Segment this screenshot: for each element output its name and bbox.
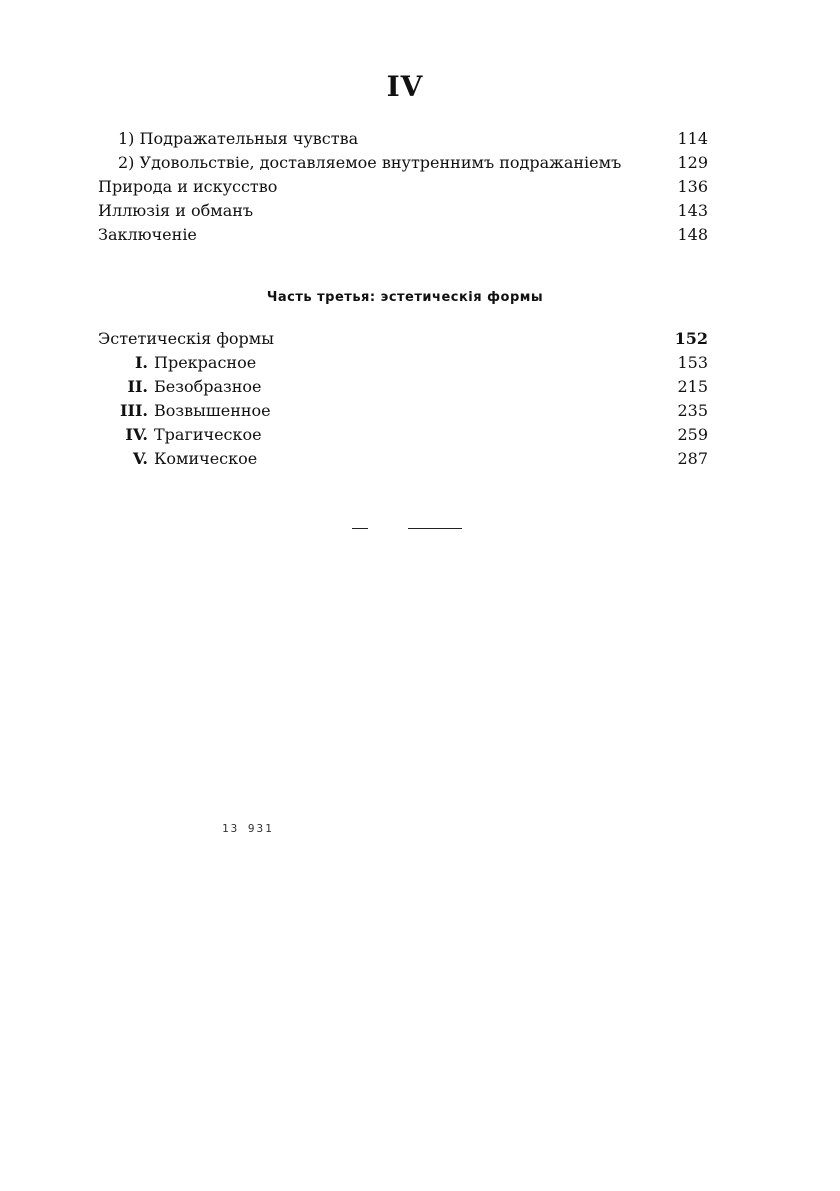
toc-entry (98, 199, 708, 223)
divider-rule-short (352, 528, 368, 529)
toc-entry (98, 223, 708, 247)
toc-entry-page: 114 (677, 129, 708, 148)
toc-entry (98, 127, 708, 151)
toc-entry (98, 399, 708, 423)
toc-entry-page: 129 (677, 153, 708, 172)
divider-rule-long (408, 528, 462, 529)
page-number: IV (386, 70, 424, 103)
toc-entry (98, 175, 708, 199)
toc-entry (98, 327, 708, 351)
toc-entry-title: Иллюзія и обманъ (98, 201, 254, 220)
toc-entry-numeral: I. (134, 353, 148, 372)
toc-entry (98, 447, 708, 471)
toc-entry-title: Возвышенное (154, 401, 271, 420)
toc-entry-page: 143 (677, 201, 708, 220)
toc-entry-title: 1) Подражательныя чувства (118, 129, 359, 148)
toc-entry-numeral: V. (132, 449, 148, 468)
toc-entry-numeral: IV. (125, 425, 148, 444)
toc-entry-page: 153 (677, 353, 708, 372)
toc-entry-page: 136 (677, 177, 708, 196)
toc-entry-page: 148 (677, 225, 708, 244)
toc-entry-page: 152 (674, 329, 708, 348)
toc-entry-page: 259 (677, 425, 708, 444)
toc-entry-title: Природа и искусство (98, 177, 278, 196)
toc-entry (98, 151, 708, 175)
section-heading: Часть третья: эстетическія формы (266, 290, 544, 305)
toc-entry (98, 375, 708, 399)
toc-entry (98, 423, 708, 447)
toc-entry-title: Прекрасное (154, 353, 257, 372)
toc-entry-title: Безобразное (154, 377, 262, 396)
toc-entry-page: 287 (677, 449, 708, 468)
toc-entry-title: Эстетическія формы (98, 329, 274, 348)
library-stamp: 13 931 (222, 822, 274, 835)
toc-entry-title: Комическое (154, 449, 258, 468)
toc-entry-page: 215 (677, 377, 708, 396)
toc-entry-numeral: II. (127, 377, 148, 396)
toc-entry-title: Заключеніе (98, 225, 197, 244)
toc-entry-title: Трагическое (154, 425, 262, 444)
toc-entry-title: 2) Удовольствіе, доставляемое внутреннимъ подражаніемъ (118, 153, 622, 172)
toc-entry-numeral: III. (119, 401, 148, 420)
toc-entry-page: 235 (677, 401, 708, 420)
toc-entry (98, 351, 708, 375)
